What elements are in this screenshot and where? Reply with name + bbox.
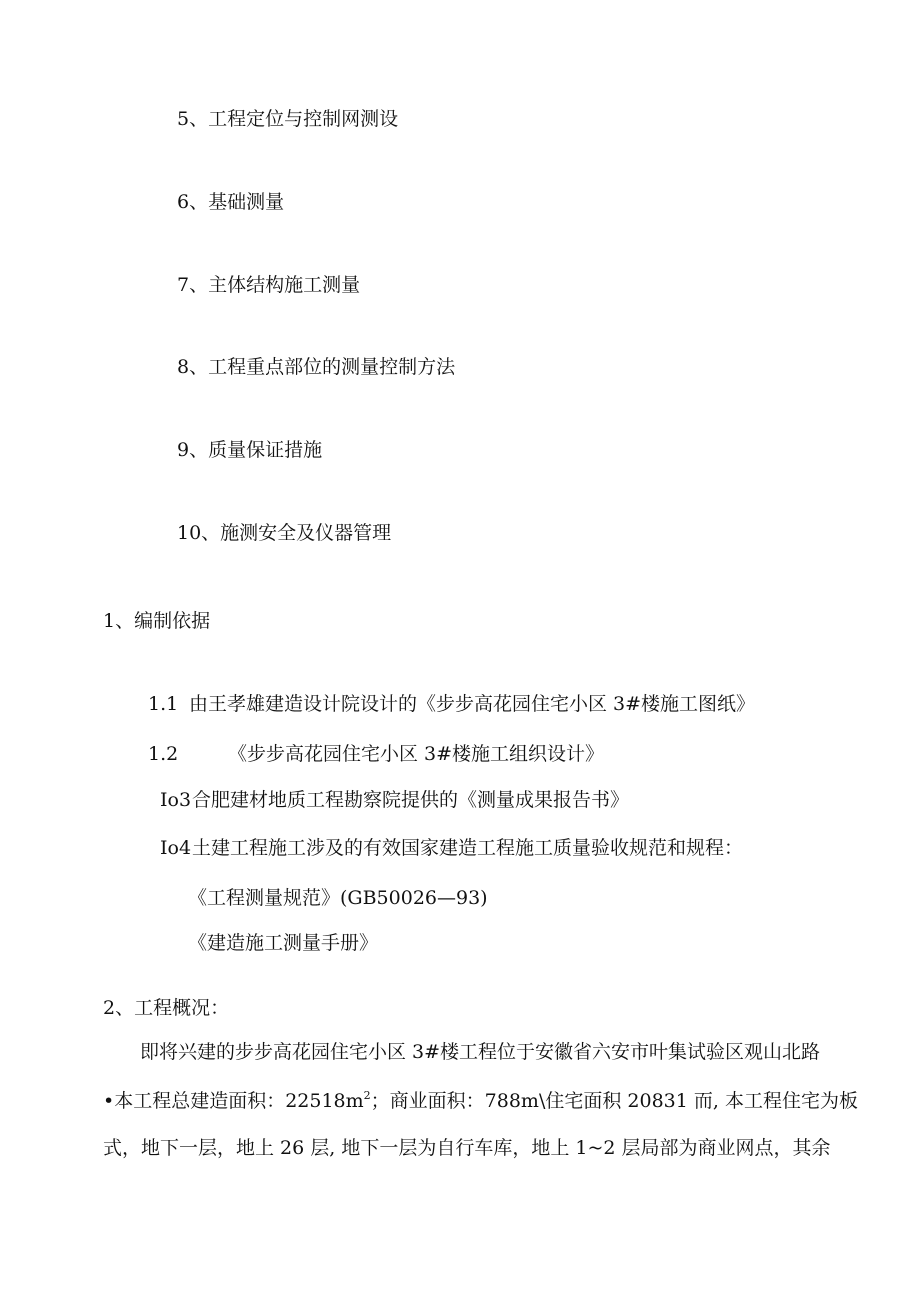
reference-item [148, 692, 755, 716]
reference-item [160, 788, 629, 812]
body-paragraph-line: 式，地下一层，地上 26 层, 地下一层为自行车库，地上 1~2 层局部为商业网点，其余 [103, 1137, 831, 1159]
reference-text: 合肥建材地质工程勘察院提供的《测量成果报告书》 [192, 789, 630, 811]
reference-item [160, 836, 743, 860]
body-paragraph-line: 即将兴建的步步高花园住宅小区 3#楼工程位于安徽省六安市叶集试验区观山北路 [140, 1041, 821, 1063]
paragraph-text: ；商业面积：788m\住宅面积 20831 而, 本工程住宅为板 [370, 1090, 858, 1112]
sub-reference: 《工程测量规范》(GB50026—93) [188, 887, 488, 909]
sub-reference: 《建造施工测量手册》 [188, 932, 379, 954]
reference-text: 由王孝雄建造设计院设计的《步步高花园住宅小区 3#楼施工图纸》 [189, 693, 756, 715]
superscript: 2 [363, 1089, 371, 1102]
paragraph-text: •本工程总建造面积：22518m [103, 1090, 364, 1112]
body-paragraph-line [103, 1089, 858, 1113]
toc-item: 8、工程重点部位的测量控制方法 [177, 356, 456, 378]
reference-item [148, 742, 604, 766]
toc-item: 10、施测安全及仪器管理 [177, 522, 392, 544]
toc-item: 9、质量保证措施 [177, 439, 323, 461]
toc-item: 5、工程定位与控制网测设 [177, 108, 399, 130]
reference-text: 《步步高花园住宅小区 3#楼施工组织设计》 [228, 743, 605, 765]
reference-text: 土建工程施工涉及的有效国家建造工程施工质量验收规范和规程： [192, 837, 744, 859]
reference-number: 1.2 [148, 743, 179, 765]
reference-number: Io3 [160, 789, 192, 811]
section-heading: 2、工程概况： [103, 997, 230, 1019]
reference-number: 1.1 [148, 693, 179, 715]
section-heading: 1、编制依据 [103, 610, 211, 632]
reference-number: Io4 [160, 837, 192, 859]
toc-item: 7、主体结构施工测量 [177, 274, 361, 296]
toc-item: 6、基础测量 [177, 191, 285, 213]
